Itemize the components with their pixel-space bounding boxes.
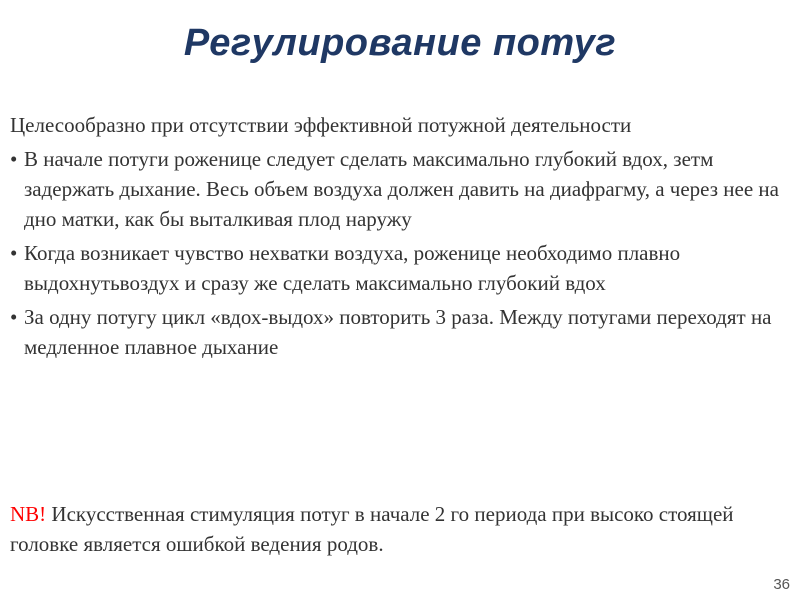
nb-label: NB! [10, 502, 47, 526]
slide-content [10, 110, 795, 366]
bullet-item: • За одну потугу цикл «вдох-выдох» повторить 3 раза. Между потугами переходят на медленное плавное дыхание [10, 302, 795, 362]
nb-note [10, 499, 795, 559]
slide-title: Регулирование потуг [183, 22, 617, 64]
intro-text: Целесообразно при отсутствии эффективной потужной деятельности [10, 113, 632, 137]
bullet-item: • В начале потуги роженице следует сделать максимально глубокий вдох, зетм задержать дыхание. Весь объем воздуха должен давить на диафрагму, а через нее на дно матки, как бы выталкивая плод наружу [10, 144, 795, 234]
page-number: 36 [773, 576, 790, 593]
nb-text: Искусственная стимуляция потуг в начале 2 го периода при высоко стоящей головке является ошибкой ведения родов. [10, 502, 734, 556]
bullet-item: • Когда возникает чувство нехватки воздуха, роженице необходимо плавно выдохнутьвоздух и сразу же сделать максимально глубокий вдох [10, 238, 795, 298]
bullet-list [10, 144, 795, 362]
